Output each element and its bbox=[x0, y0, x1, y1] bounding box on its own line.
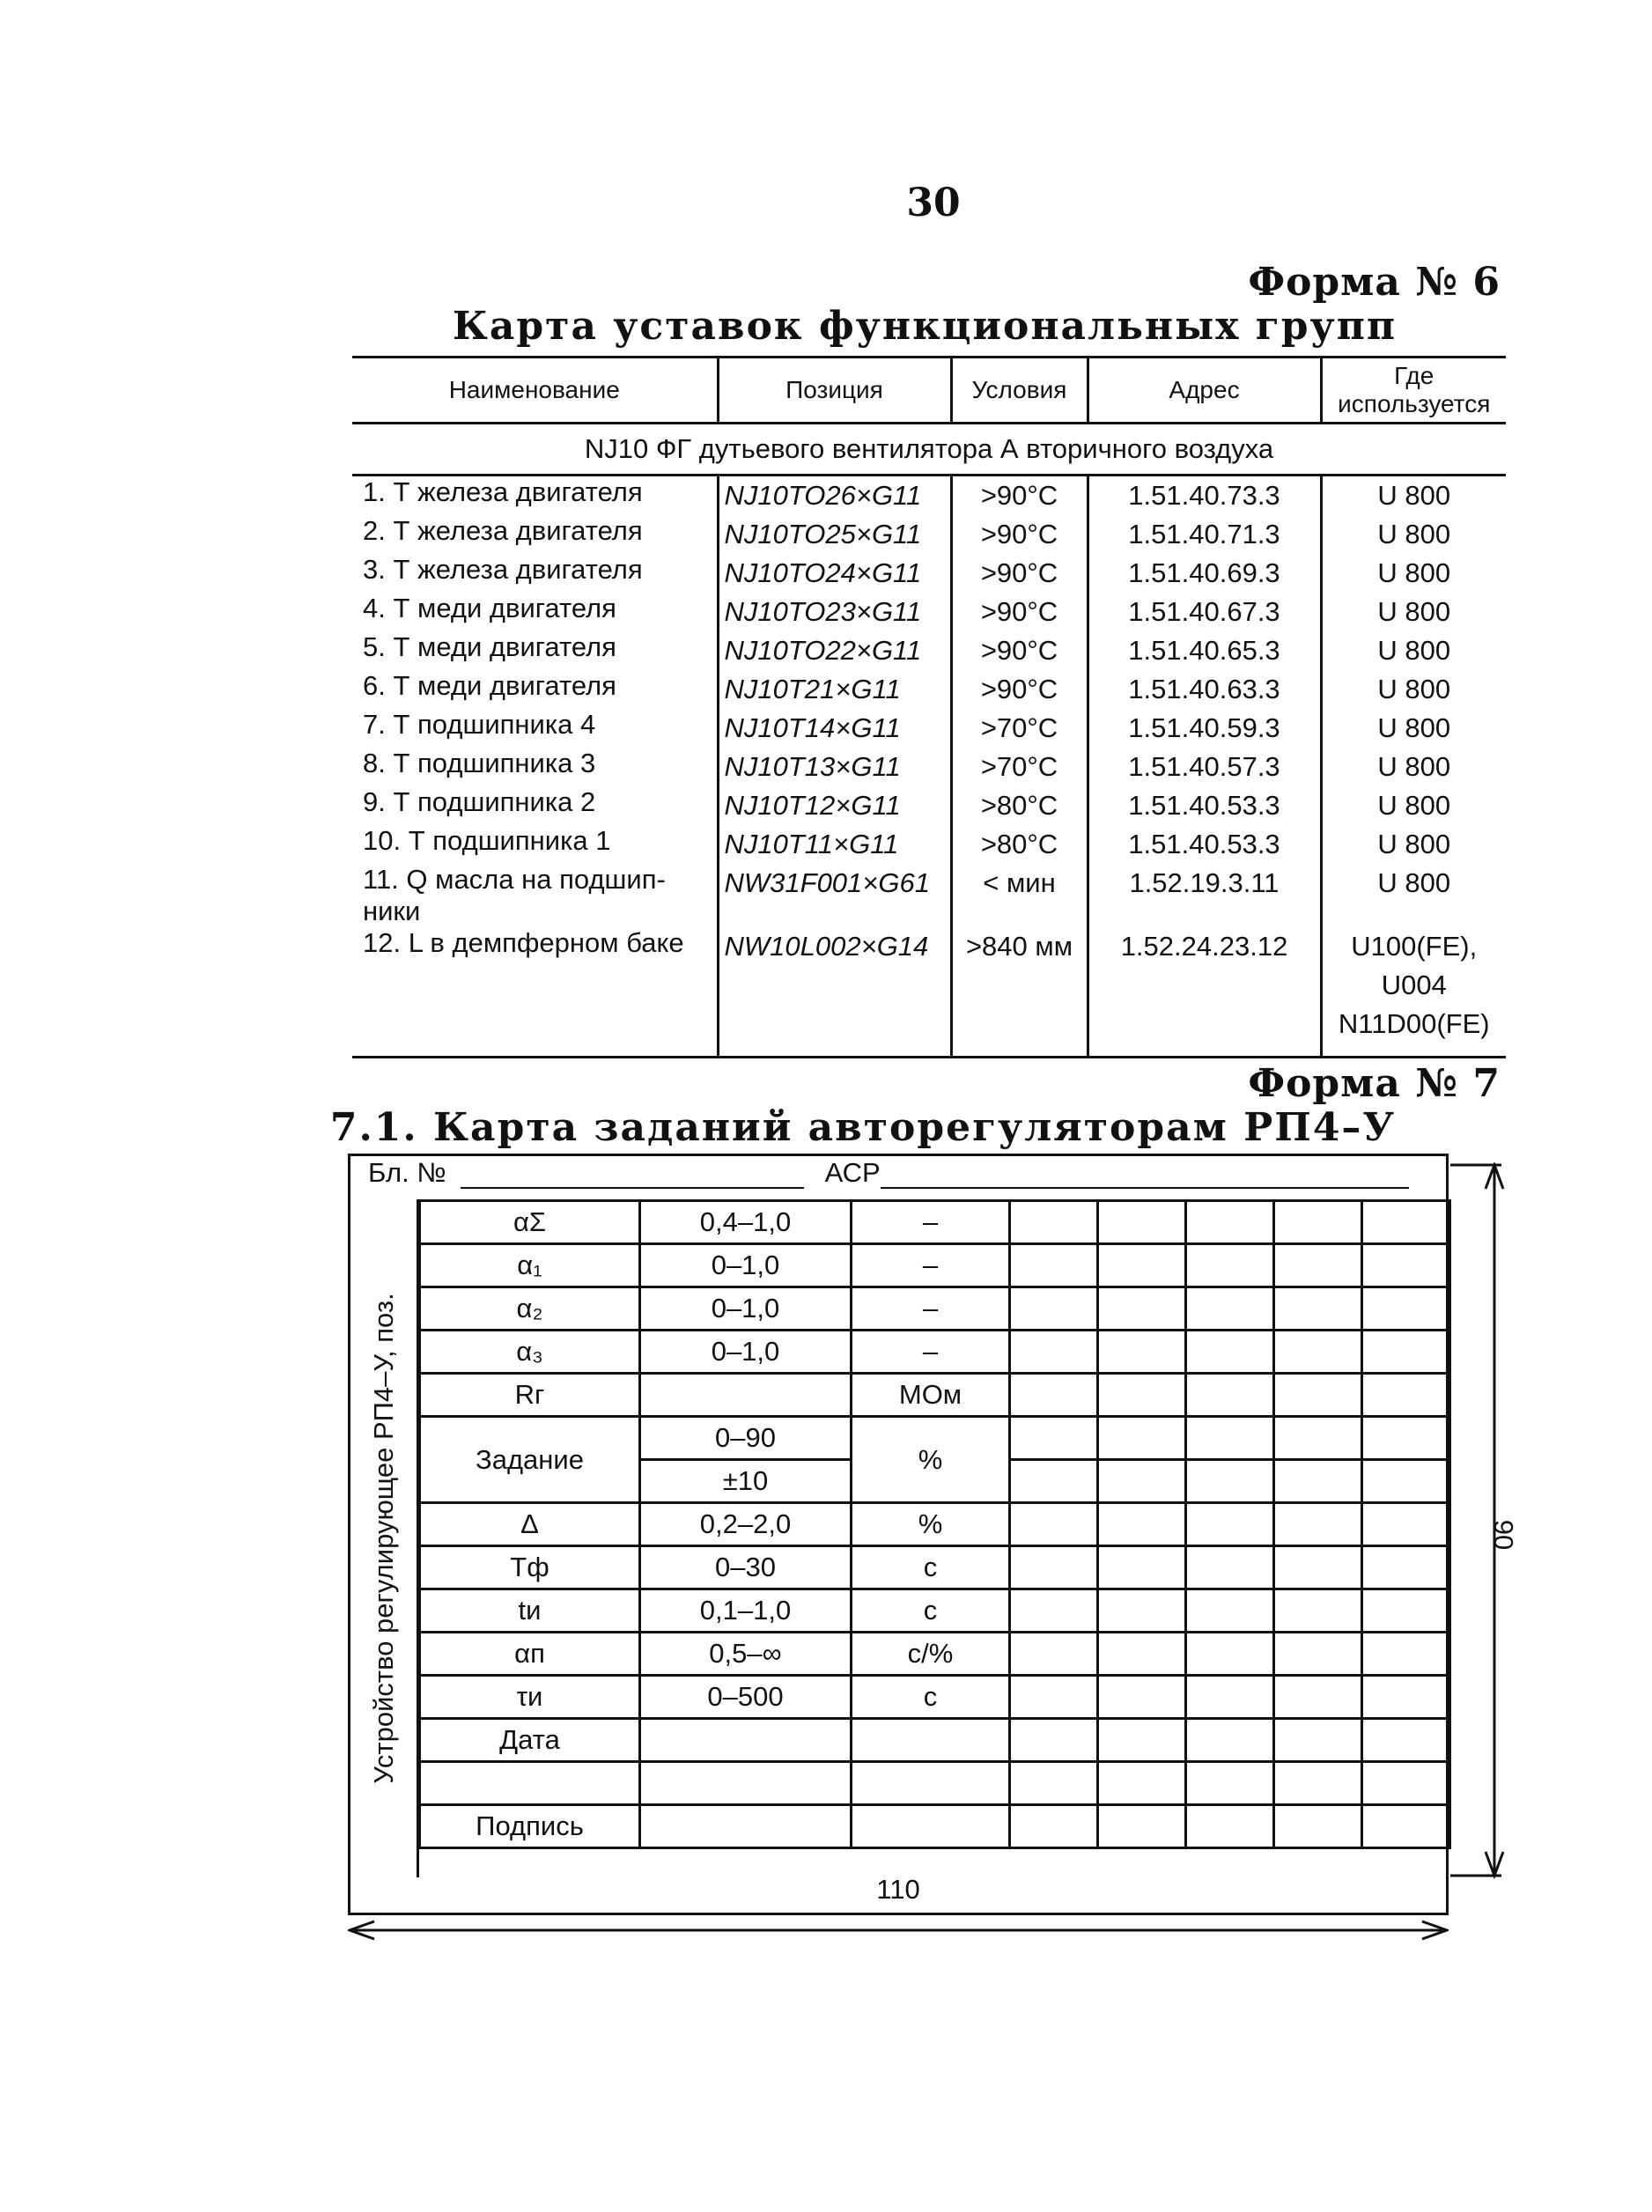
cell-unit: – bbox=[852, 1201, 1010, 1244]
cell-blank bbox=[1274, 1805, 1362, 1848]
cell-blank bbox=[1274, 1374, 1362, 1417]
cell-used: U 800 bbox=[1321, 709, 1506, 748]
cell-param: tи bbox=[420, 1589, 640, 1633]
cell-blank bbox=[1010, 1633, 1098, 1676]
cell-condition: >90°С bbox=[951, 554, 1088, 593]
cell-range bbox=[640, 1805, 852, 1848]
setpoints-table bbox=[352, 356, 1506, 1058]
cell-unit bbox=[852, 1762, 1010, 1805]
table-row bbox=[352, 786, 1506, 825]
cell-name: 12. L в демпферном баке bbox=[363, 927, 684, 958]
bl-label: Бл. № bbox=[368, 1157, 446, 1188]
cell-blank bbox=[1186, 1503, 1274, 1546]
table-row bbox=[352, 476, 1506, 516]
table-row bbox=[420, 1633, 1450, 1676]
cell-blank bbox=[1362, 1633, 1450, 1676]
table-row bbox=[420, 1417, 1450, 1460]
dimension-width: 110 bbox=[876, 1874, 920, 1905]
table-row bbox=[352, 670, 1506, 709]
form7-title: 7.1. Карта заданий авторегуляторам РП4–У bbox=[329, 1105, 1397, 1150]
cell-range: 0–1,0 bbox=[640, 1287, 852, 1331]
header-row bbox=[352, 358, 1506, 424]
cell-position: NW31F001×G61 bbox=[718, 864, 951, 927]
cell-name: 4. Т меди двигателя bbox=[363, 593, 616, 623]
table-row bbox=[352, 515, 1506, 554]
cell-address: 1.51.40.67.3 bbox=[1088, 593, 1321, 631]
cell-blank bbox=[1098, 1589, 1186, 1633]
cell-blank bbox=[1098, 1374, 1186, 1417]
cell-name: 7. Т подшипника 4 bbox=[363, 709, 596, 740]
cell-unit: % bbox=[852, 1503, 1010, 1546]
bl-row bbox=[368, 1157, 881, 1189]
cell-blank bbox=[1186, 1331, 1274, 1374]
cell-param: τи bbox=[420, 1676, 640, 1719]
header-position: Позиция bbox=[718, 358, 951, 424]
cell-used: U 800 bbox=[1321, 786, 1506, 825]
cell-range: 0,5–∞ bbox=[640, 1633, 852, 1676]
cell-condition: >90°С bbox=[951, 593, 1088, 631]
group-row bbox=[352, 424, 1506, 476]
cell-position: NJ10TO26×G11 bbox=[718, 476, 951, 516]
cell-range: 0–500 bbox=[640, 1676, 852, 1719]
cell-blank bbox=[1274, 1589, 1362, 1633]
cell-unit: – bbox=[852, 1244, 1010, 1287]
cell-unit: % bbox=[852, 1417, 1010, 1503]
cell-address: 1.51.40.53.3 bbox=[1088, 786, 1321, 825]
cell-condition: >90°С bbox=[951, 631, 1088, 670]
cell-blank bbox=[1274, 1719, 1362, 1762]
cell-name: 2. Т железа двигателя bbox=[363, 515, 643, 546]
cell-blank bbox=[1010, 1589, 1098, 1633]
cell-blank bbox=[1010, 1331, 1098, 1374]
form6-label: Форма № 6 bbox=[1248, 260, 1501, 305]
cell-address: 1.51.40.57.3 bbox=[1088, 748, 1321, 786]
cell-range: 0–30 bbox=[640, 1546, 852, 1589]
table-row bbox=[420, 1676, 1450, 1719]
cell-used: U 800 bbox=[1321, 864, 1506, 927]
cell-blank bbox=[1362, 1503, 1450, 1546]
cell-blank bbox=[1186, 1589, 1274, 1633]
cell-param: α₃ bbox=[420, 1331, 640, 1374]
cell-condition: >80°С bbox=[951, 786, 1088, 825]
cell-address: 1.51.40.71.3 bbox=[1088, 515, 1321, 554]
cell-range: 0–1,0 bbox=[640, 1244, 852, 1287]
acr-underline bbox=[881, 1187, 1409, 1189]
cell-unit: – bbox=[852, 1287, 1010, 1331]
cell-name: 8. Т подшипника 3 bbox=[363, 748, 596, 778]
cell-condition: < мин bbox=[951, 864, 1088, 927]
cell-blank bbox=[1274, 1287, 1362, 1331]
form6-title: Карта уставок функциональных групп bbox=[452, 304, 1398, 349]
cell-blank bbox=[1010, 1676, 1098, 1719]
cell-position: NJ10TO25×G11 bbox=[718, 515, 951, 554]
cell-used: U100(FE), U004 N11D00(FE) bbox=[1321, 927, 1506, 1043]
cell-blank bbox=[1010, 1503, 1098, 1546]
side-label-text: Устройство регулирующее РП4–У, поз. bbox=[367, 1293, 399, 1784]
table-row bbox=[420, 1719, 1450, 1762]
cell-param: Rг bbox=[420, 1374, 640, 1417]
cell-blank bbox=[1186, 1460, 1274, 1503]
cell-address: 1.52.24.23.12 bbox=[1088, 927, 1321, 1043]
cell-blank bbox=[1274, 1676, 1362, 1719]
cell-used: U 800 bbox=[1321, 476, 1506, 516]
table-row bbox=[420, 1546, 1450, 1589]
cell-position: NJ10TO22×G11 bbox=[718, 631, 951, 670]
cell-condition: >70°С bbox=[951, 709, 1088, 748]
cell-blank bbox=[1186, 1417, 1274, 1460]
cell-param: Задание bbox=[420, 1417, 640, 1503]
cell-blank bbox=[1186, 1676, 1274, 1719]
cell-blank bbox=[1010, 1287, 1098, 1331]
table-end-cell bbox=[352, 1043, 718, 1058]
group-title: NJ10 ФГ дутьевого вентилятора А вторичного воздуха bbox=[352, 424, 1506, 476]
cell-blank bbox=[1098, 1546, 1186, 1589]
table-row bbox=[352, 864, 1506, 927]
cell-position: NW10L002×G14 bbox=[718, 927, 951, 1043]
cell-position: NJ10TO24×G11 bbox=[718, 554, 951, 593]
cell-blank bbox=[1274, 1417, 1362, 1460]
table-end-cell bbox=[1088, 1043, 1321, 1058]
cell-range: 0,1–1,0 bbox=[640, 1589, 852, 1633]
cell-blank bbox=[1274, 1460, 1362, 1503]
table-row bbox=[352, 554, 1506, 593]
cell-blank bbox=[1362, 1589, 1450, 1633]
dimension-width-arrow bbox=[348, 1920, 1449, 1941]
cell-range: 0,4–1,0 bbox=[640, 1201, 852, 1244]
cell-param: α₂ bbox=[420, 1287, 640, 1331]
cell-param: Дата bbox=[420, 1719, 640, 1762]
cell-blank bbox=[1362, 1374, 1450, 1417]
header-used: Где используется bbox=[1321, 358, 1506, 424]
cell-unit: МОм bbox=[852, 1374, 1010, 1417]
table-row bbox=[352, 631, 1506, 670]
cell-unit: с bbox=[852, 1676, 1010, 1719]
cell-range: 0–90 bbox=[640, 1417, 852, 1460]
cell-blank bbox=[1010, 1374, 1098, 1417]
table-row bbox=[420, 1503, 1450, 1546]
header-name: Наименование bbox=[352, 358, 718, 424]
cell-blank bbox=[1010, 1201, 1098, 1244]
cell-param bbox=[420, 1762, 640, 1805]
cell-unit: с bbox=[852, 1589, 1010, 1633]
regulator-rows bbox=[420, 1201, 1450, 1848]
cell-blank bbox=[1098, 1287, 1186, 1331]
table-end-cell bbox=[718, 1043, 951, 1058]
cell-used: U 800 bbox=[1321, 515, 1506, 554]
cell-blank bbox=[1186, 1287, 1274, 1331]
cell-blank bbox=[1362, 1460, 1450, 1503]
table-row bbox=[352, 748, 1506, 786]
cell-blank bbox=[1186, 1762, 1274, 1805]
cell-name: 6. Т меди двигателя bbox=[363, 670, 616, 701]
cell-blank bbox=[1186, 1374, 1274, 1417]
cell-blank bbox=[1186, 1805, 1274, 1848]
cell-address: 1.51.40.73.3 bbox=[1088, 476, 1321, 516]
acr-label: АСР bbox=[824, 1157, 881, 1188]
cell-blank bbox=[1186, 1719, 1274, 1762]
cell-name: 3. Т железа двигателя bbox=[363, 554, 643, 585]
cell-used: U 800 bbox=[1321, 670, 1506, 709]
cell-condition: >80°С bbox=[951, 825, 1088, 864]
cell-address: 1.51.40.53.3 bbox=[1088, 825, 1321, 864]
header-condition: Условия bbox=[951, 358, 1088, 424]
cell-blank bbox=[1098, 1201, 1186, 1244]
page-number: 30 bbox=[906, 181, 961, 225]
cell-condition: >70°С bbox=[951, 748, 1088, 786]
cell-blank bbox=[1010, 1546, 1098, 1589]
cell-position: NJ10T13×G11 bbox=[718, 748, 951, 786]
cell-range bbox=[640, 1762, 852, 1805]
cell-unit bbox=[852, 1719, 1010, 1762]
cell-param: αΣ bbox=[420, 1201, 640, 1244]
table-row bbox=[352, 825, 1506, 864]
table-row bbox=[420, 1201, 1450, 1244]
cell-blank bbox=[1362, 1762, 1450, 1805]
cell-used: U 800 bbox=[1321, 825, 1506, 864]
table-end-cell bbox=[1321, 1043, 1506, 1058]
cell-blank bbox=[1098, 1762, 1186, 1805]
cell-condition: >90°С bbox=[951, 515, 1088, 554]
table-row bbox=[352, 927, 1506, 1043]
cell-address: 1.51.40.59.3 bbox=[1088, 709, 1321, 748]
cell-blank bbox=[1098, 1244, 1186, 1287]
cell-blank bbox=[1186, 1546, 1274, 1589]
cell-blank bbox=[1362, 1676, 1450, 1719]
cell-range bbox=[640, 1374, 852, 1417]
cell-blank bbox=[1098, 1676, 1186, 1719]
cell-name: 11. Q масла на подшип-ники bbox=[363, 864, 666, 926]
cell-param: α₁ bbox=[420, 1244, 640, 1287]
table-row bbox=[420, 1244, 1450, 1287]
cell-blank bbox=[1362, 1201, 1450, 1244]
cell-blank bbox=[1274, 1201, 1362, 1244]
cell-blank bbox=[1098, 1417, 1186, 1460]
cell-blank bbox=[1362, 1719, 1450, 1762]
cell-blank bbox=[1010, 1762, 1098, 1805]
cell-address: 1.51.40.63.3 bbox=[1088, 670, 1321, 709]
cell-used: U 800 bbox=[1321, 748, 1506, 786]
cell-blank bbox=[1098, 1460, 1186, 1503]
cell-blank bbox=[1010, 1719, 1098, 1762]
cell-used: U 800 bbox=[1321, 631, 1506, 670]
cell-name: 5. Т меди двигателя bbox=[363, 631, 616, 662]
cell-blank bbox=[1362, 1805, 1450, 1848]
cell-blank bbox=[1098, 1805, 1186, 1848]
cell-blank bbox=[1274, 1546, 1362, 1589]
cell-blank bbox=[1010, 1460, 1098, 1503]
cell-blank bbox=[1186, 1633, 1274, 1676]
table-row bbox=[420, 1805, 1450, 1848]
cell-name: 10. Т подшипника 1 bbox=[363, 825, 611, 856]
cell-position: NJ10T21×G11 bbox=[718, 670, 951, 709]
cell-position: NJ10T11×G11 bbox=[718, 825, 951, 864]
cell-blank bbox=[1010, 1417, 1098, 1460]
cell-condition: >840 мм bbox=[951, 927, 1088, 1043]
table-row bbox=[420, 1762, 1450, 1805]
table-row bbox=[420, 1589, 1450, 1633]
cell-address: 1.51.40.65.3 bbox=[1088, 631, 1321, 670]
cell-position: NJ10T12×G11 bbox=[718, 786, 951, 825]
table-end-row bbox=[352, 1043, 1506, 1058]
cell-param: Δ bbox=[420, 1503, 640, 1546]
regulator-table bbox=[418, 1199, 1451, 1849]
cell-blank bbox=[1098, 1633, 1186, 1676]
cell-used: U 800 bbox=[1321, 593, 1506, 631]
cell-name: 1. Т железа двигателя bbox=[363, 476, 643, 507]
cell-name: 9. Т подшипника 2 bbox=[363, 786, 596, 817]
cell-blank bbox=[1362, 1417, 1450, 1460]
cell-blank bbox=[1362, 1244, 1450, 1287]
table-end-cell bbox=[951, 1043, 1088, 1058]
cell-unit: с/% bbox=[852, 1633, 1010, 1676]
cell-blank bbox=[1362, 1287, 1450, 1331]
cell-range: 0–1,0 bbox=[640, 1331, 852, 1374]
cell-position: NJ10TO23×G11 bbox=[718, 593, 951, 631]
cell-blank bbox=[1274, 1244, 1362, 1287]
table-row bbox=[420, 1331, 1450, 1374]
cell-param: αп bbox=[420, 1633, 640, 1676]
cell-blank bbox=[1362, 1331, 1450, 1374]
header-address: Адрес bbox=[1088, 358, 1321, 424]
table-row bbox=[420, 1374, 1450, 1417]
table-row bbox=[352, 709, 1506, 748]
cell-blank bbox=[1186, 1201, 1274, 1244]
cell-used: U 800 bbox=[1321, 554, 1506, 593]
bl-underline bbox=[461, 1187, 804, 1189]
cell-param: Подпись bbox=[420, 1805, 640, 1848]
cell-unit: с bbox=[852, 1546, 1010, 1589]
cell-position: NJ10T14×G11 bbox=[718, 709, 951, 748]
cell-unit bbox=[852, 1805, 1010, 1848]
cell-range bbox=[640, 1719, 852, 1762]
cell-condition: >90°С bbox=[951, 670, 1088, 709]
cell-unit: – bbox=[852, 1331, 1010, 1374]
table-row bbox=[352, 593, 1506, 631]
table-row bbox=[420, 1287, 1450, 1331]
cell-blank bbox=[1362, 1546, 1450, 1589]
cell-range: 0,2–2,0 bbox=[640, 1503, 852, 1546]
cell-blank bbox=[1010, 1805, 1098, 1848]
form7-label: Форма № 7 bbox=[1248, 1061, 1501, 1106]
cell-blank bbox=[1098, 1331, 1186, 1374]
cell-condition: >90°С bbox=[951, 476, 1088, 516]
cell-param: Тф bbox=[420, 1546, 640, 1589]
cell-blank bbox=[1274, 1331, 1362, 1374]
cell-blank bbox=[1274, 1762, 1362, 1805]
side-label bbox=[350, 1199, 419, 1877]
cell-blank bbox=[1274, 1503, 1362, 1546]
cell-blank bbox=[1010, 1244, 1098, 1287]
cell-blank bbox=[1274, 1633, 1362, 1676]
cell-address: 1.52.19.3.11 bbox=[1088, 864, 1321, 927]
dimension-height: 90 bbox=[1488, 1519, 1520, 1551]
cell-range: ±10 bbox=[640, 1460, 852, 1503]
cell-blank bbox=[1098, 1719, 1186, 1762]
cell-address: 1.51.40.69.3 bbox=[1088, 554, 1321, 593]
cell-blank bbox=[1186, 1244, 1274, 1287]
setpoints-rows bbox=[352, 476, 1506, 1058]
cell-blank bbox=[1098, 1503, 1186, 1546]
